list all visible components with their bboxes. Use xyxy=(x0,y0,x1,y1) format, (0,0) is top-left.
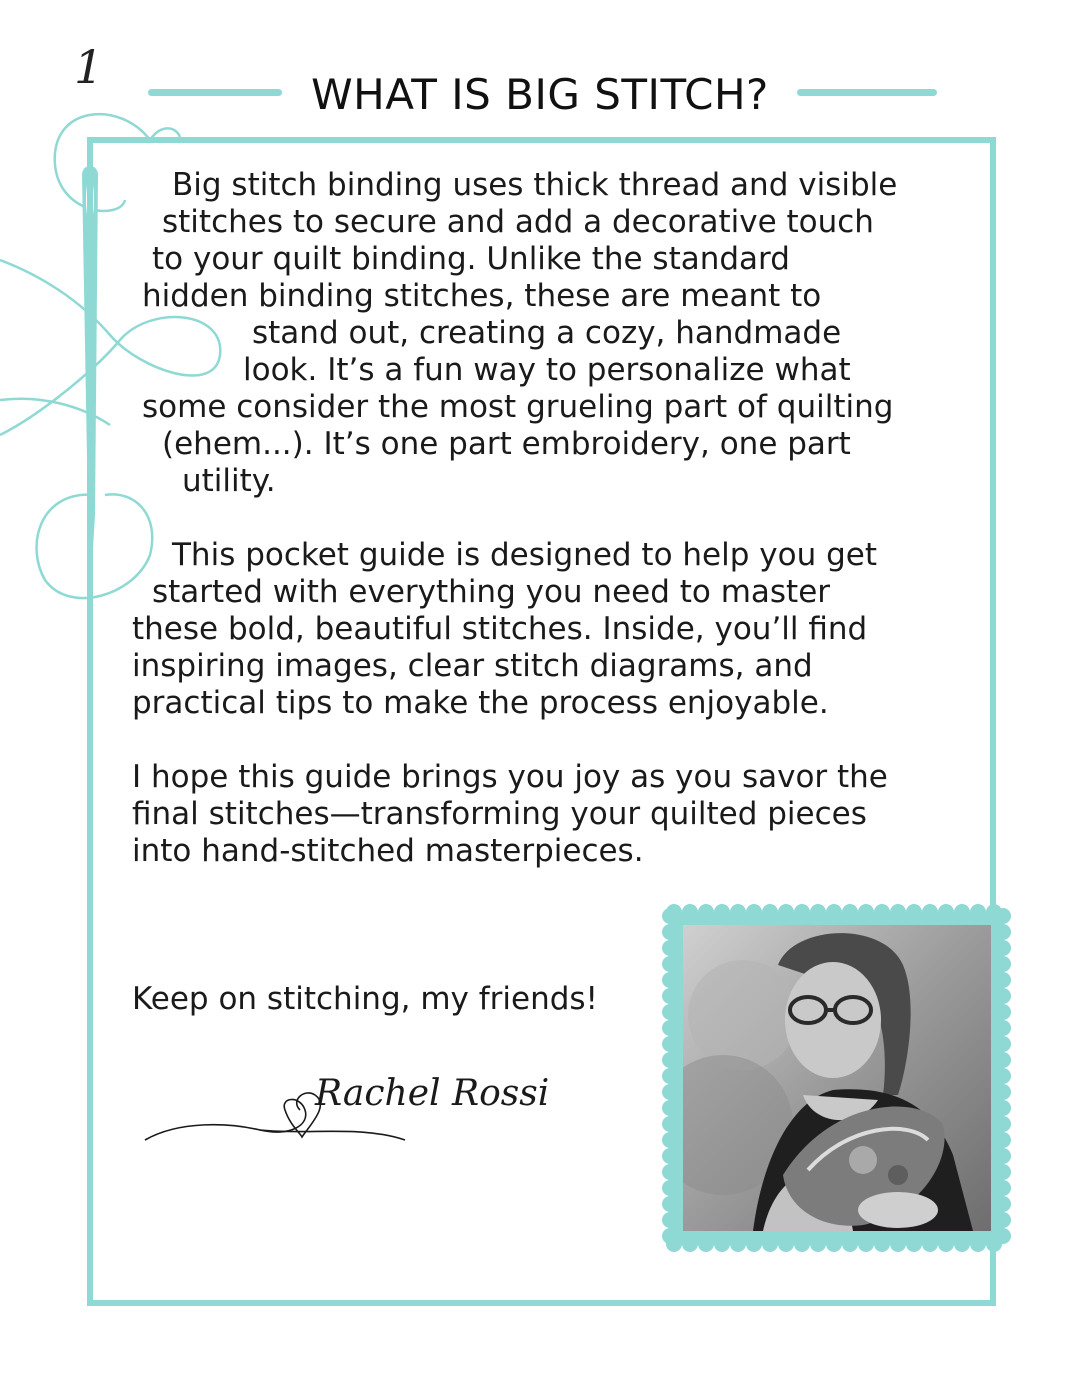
frame-scallop xyxy=(662,1132,678,1148)
text-line: Big stitch binding uses thick thread and visible xyxy=(172,167,898,203)
frame-scallop xyxy=(662,1068,678,1084)
text-line: utility. xyxy=(182,463,276,499)
frame-scallop xyxy=(954,904,970,920)
frame-scallop xyxy=(698,1236,714,1252)
frame-scallop xyxy=(842,904,858,920)
frame-scallop xyxy=(858,1236,874,1252)
frame-scallop xyxy=(906,904,922,920)
frame-scallop xyxy=(995,1052,1011,1068)
frame-scallop xyxy=(995,1164,1011,1180)
text-line: This pocket guide is designed to help you get xyxy=(172,537,877,573)
frame-scallop xyxy=(995,908,1011,924)
text-line: stitches to secure and add a decorative touch xyxy=(162,204,874,240)
signature xyxy=(140,1055,560,1155)
text-line: final stitches—transforming your quilted pieces xyxy=(132,796,867,832)
text-line: inspiring images, clear stitch diagrams, and xyxy=(132,648,813,684)
page-number: 1 xyxy=(74,40,104,94)
frame-scallop xyxy=(995,1212,1011,1228)
frame-scallop xyxy=(890,1236,906,1252)
frame-scallop xyxy=(995,1132,1011,1148)
text-line: into hand-stitched masterpieces. xyxy=(132,833,644,869)
frame-scallop xyxy=(995,1228,1011,1244)
frame-scallop xyxy=(662,972,678,988)
frame-scallop xyxy=(954,1236,970,1252)
title-rule-right xyxy=(797,89,937,96)
frame-scallop xyxy=(995,1100,1011,1116)
frame-scallop xyxy=(662,1164,678,1180)
frame-scallop xyxy=(858,904,874,920)
frame-scallop xyxy=(778,904,794,920)
text-line: (ehem...). It’s one part embroidery, one part xyxy=(162,426,851,462)
frame-scallop xyxy=(714,904,730,920)
title-rule-left xyxy=(148,89,282,96)
frame-scallop xyxy=(922,1236,938,1252)
frame-scallop xyxy=(662,924,678,940)
frame-scallop xyxy=(938,904,954,920)
frame-scallop xyxy=(874,1236,890,1252)
frame-scallop xyxy=(746,904,762,920)
frame-scallop xyxy=(682,1236,698,1252)
text-line: hidden binding stitches, these are meant to xyxy=(142,278,822,314)
frame-scallop xyxy=(938,1236,954,1252)
frame-scallop xyxy=(778,1236,794,1252)
frame-scallop xyxy=(714,1236,730,1252)
frame-scallop xyxy=(698,904,714,920)
frame-scallop xyxy=(810,904,826,920)
frame-scallop xyxy=(995,940,1011,956)
frame-scallop xyxy=(995,988,1011,1004)
frame-scallop xyxy=(662,1196,678,1212)
frame-scallop xyxy=(995,1068,1011,1084)
frame-scallop xyxy=(842,1236,858,1252)
frame-scallop xyxy=(794,1236,810,1252)
frame-scallop xyxy=(970,1236,986,1252)
frame-scallop xyxy=(906,1236,922,1252)
frame-scallop xyxy=(995,1148,1011,1164)
frame-scallop xyxy=(662,940,678,956)
frame-scallop xyxy=(662,908,678,924)
frame-scallop xyxy=(995,1036,1011,1052)
frame-scallop xyxy=(826,904,842,920)
frame-scallop xyxy=(662,1036,678,1052)
frame-scallop xyxy=(662,956,678,972)
frame-scallop xyxy=(890,904,906,920)
closing-text: Keep on stitching, my friends! xyxy=(132,981,598,1017)
frame-scallop xyxy=(762,1236,778,1252)
frame-scallop xyxy=(794,904,810,920)
frame-scallop xyxy=(995,972,1011,988)
frame-scallop xyxy=(995,1116,1011,1132)
text-line: I hope this guide brings you joy as you savor the xyxy=(132,759,888,795)
frame-scallop xyxy=(662,988,678,1004)
frame-scallop xyxy=(746,1236,762,1252)
text-line: stand out, creating a cozy, handmade xyxy=(252,315,842,351)
page-title: WHAT IS BIG STITCH? xyxy=(311,70,769,119)
text-line: started with everything you need to master xyxy=(152,574,831,610)
text-line: look. It’s a fun way to personalize what xyxy=(243,352,851,388)
frame-scallop xyxy=(995,1084,1011,1100)
frame-scallop xyxy=(995,1180,1011,1196)
frame-scallop xyxy=(682,904,698,920)
author-photo xyxy=(683,925,991,1231)
frame-scallop xyxy=(662,1052,678,1068)
frame-scallop xyxy=(730,904,746,920)
frame-scallop xyxy=(662,1180,678,1196)
frame-scallop xyxy=(762,904,778,920)
frame-scallop xyxy=(874,904,890,920)
text-line: to your quilt binding. Unlike the standard xyxy=(152,241,790,277)
frame-scallop xyxy=(995,924,1011,940)
frame-scallop xyxy=(662,1228,678,1244)
signature-text: Rachel Rossi xyxy=(315,1073,550,1114)
text-line: these bold, beautiful stitches. Inside, you’ll find xyxy=(132,611,868,647)
frame-scallop xyxy=(995,1004,1011,1020)
frame-scallop xyxy=(730,1236,746,1252)
frame-scallop xyxy=(662,1100,678,1116)
photo-image xyxy=(683,925,991,1231)
text-line: practical tips to make the process enjoyable. xyxy=(132,685,829,721)
text-line: some consider the most grueling part of quilting xyxy=(142,389,894,425)
frame-scallop xyxy=(826,1236,842,1252)
frame-scallop xyxy=(662,1084,678,1100)
frame-scallop xyxy=(995,956,1011,972)
frame-scallop xyxy=(995,1196,1011,1212)
frame-scallop xyxy=(662,1212,678,1228)
frame-scallop xyxy=(970,904,986,920)
frame-scallop xyxy=(810,1236,826,1252)
frame-scallop xyxy=(662,1148,678,1164)
frame-scallop xyxy=(662,1020,678,1036)
frame-scallop xyxy=(995,1020,1011,1036)
title-row xyxy=(0,62,1080,132)
frame-scallop xyxy=(662,1004,678,1020)
frame-scallop xyxy=(662,1116,678,1132)
frame-scallop xyxy=(922,904,938,920)
